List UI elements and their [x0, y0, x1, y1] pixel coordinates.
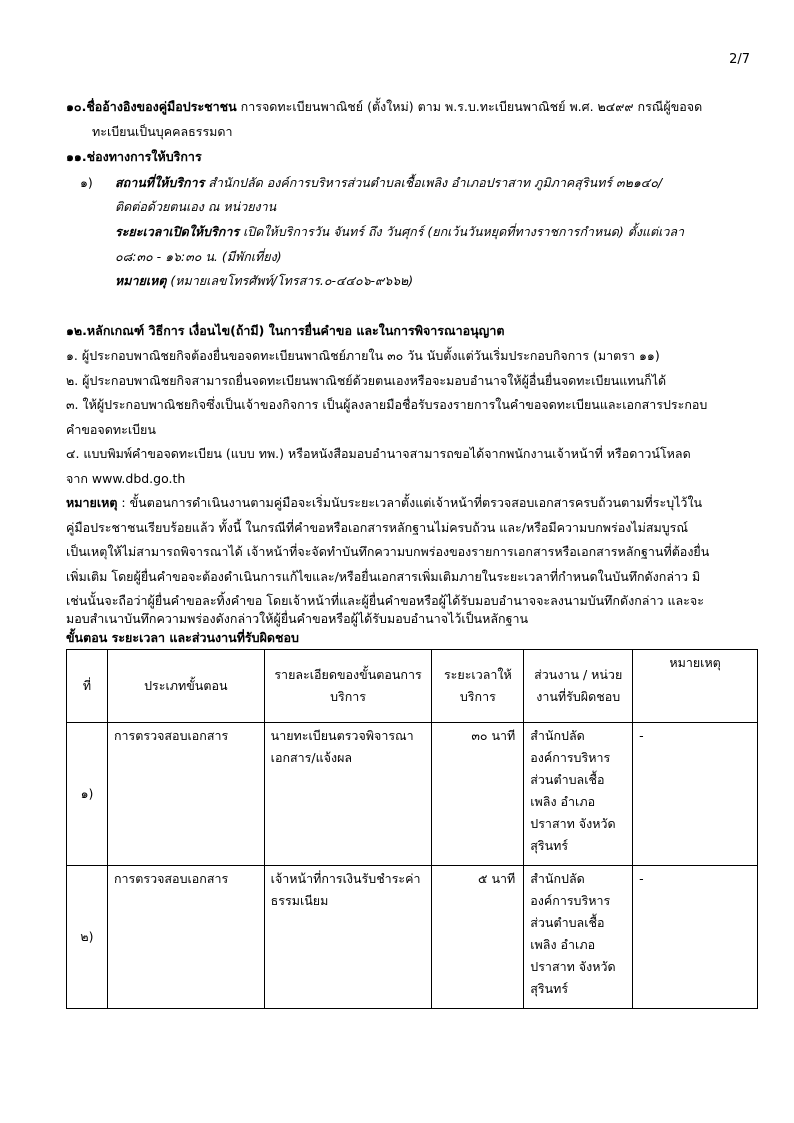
section-10-line-2: ทะเบียนเป็นบุคคลธรรมดา — [92, 124, 233, 139]
service-note-label: หมายเหตุ — [115, 273, 167, 288]
cell-duration: ๕ นาที — [432, 866, 524, 1009]
steps-table — [66, 649, 758, 1009]
cell-duration: ๓๐ นาที — [432, 723, 524, 866]
section-11-item-number: ๑) — [80, 175, 93, 190]
criteria-line: ๒. ผู้ประกอบพาณิชยกิจสามารถยื่นจดทะเบียนพาณิชย์ด้วยตนเองหรือจะมอบอำนาจให้ผู้อื่นยื่นจดทะเบียนแทนก็ได้ — [66, 373, 667, 388]
service-time-label: ระยะเวลาเปิดให้บริการ — [115, 224, 240, 239]
cell-step-type: การตรวจสอบเอกสาร — [107, 723, 264, 866]
criteria-line: ๔. แบบพิมพ์คำขอจดทะเบียน (แบบ ทพ.) หรือหนังสือมอบอำนาจสามารถขอได้จากพนักงานเจ้าหน้าที่ หรือดาวน์โหลด — [66, 446, 691, 461]
service-time-line-1 — [115, 221, 684, 243]
service-place-label: สถานที่ให้บริการ — [115, 175, 205, 190]
service-time-text: เปิดให้บริการวัน จันทร์ ถึง วันศุกร์ (ยกเว้นวันหยุดที่ทางราชการกำหนด) ตั้งแต่เวลา — [239, 224, 685, 239]
service-place-text: สำนักปลัด องค์การบริหารส่วนตำบลเชื้อเพลิง อำเภอปราสาท ภูมิภาคสุรินทร์ ๓๒๑๔๐/ — [204, 175, 663, 190]
section-10-text: การจดทะเบียนพาณิชย์ (ตั้งใหม่) ตาม พ.ร.บ.ทะเบียนพาณิชย์ พ.ศ. ๒๔๙๙ กรณีผู้ขอจด — [236, 99, 703, 114]
service-note-text: (หมายเลขโทรศัพท์/โทรสาร.๐-๔๔๐๖-๙๖๖๒) — [166, 273, 414, 288]
remark-line: เป็นเหตุให้ไม่สามารถพิจารณาได้ เจ้าหน้าที่จะจัดทำบันทึกความบกพร่องของรายการเอกสารหรือเอกสารหลักฐานที่ต้องยื่น — [66, 544, 710, 559]
service-time-line-2: ๐๘:๓๐ - ๑๖:๓๐ น. (มีพักเที่ยง) — [115, 249, 282, 264]
service-note — [115, 270, 413, 292]
cell-responsible-unit: สำนักปลัด องค์การบริหารส่วนตำบลเชื้อเพลิง อำเภอปราสาท จังหวัดสุรินทร์ — [524, 866, 633, 1009]
table-row — [67, 866, 758, 1009]
cell-note: - — [633, 866, 758, 1009]
header-no: ที่ — [67, 650, 108, 723]
remark-line: เพิ่มเติม โดยผู้ยื่นคำขอจะต้องดำเนินการแก้ไขและ/หรือยื่นเอกสารเพิ่มเติมภายในระยะเวลาที่กำหนดในบันทึกดังกล่าว มิ — [66, 569, 701, 584]
cell-step-detail: นายทะเบียนตรวจพิจารณาเอกสาร/แจ้งผล — [264, 723, 432, 866]
service-place-line-1 — [115, 172, 662, 194]
header-step-detail: รายละเอียดของขั้นตอนการบริการ — [264, 650, 432, 723]
table-header-row — [67, 650, 758, 723]
criteria-line: จาก www.dbd.go.th — [66, 471, 186, 486]
steps-heading: ขั้นตอน ระยะเวลา และส่วนงานที่รับผิดชอบ — [66, 630, 299, 645]
table-row — [67, 723, 758, 866]
remark-line — [66, 492, 702, 514]
service-place-line-2: ติดต่อด้วยตนเอง ณ หน่วยงาน — [115, 199, 277, 214]
remark-label: หมายเหตุ — [66, 495, 118, 510]
criteria-line: คำขอจดทะเบียน — [66, 422, 156, 437]
remark-text: : ขั้นตอนการดำเนินงานตามคู่มือจะเริ่มนับระยะเวลาตั้งแต่เจ้าหน้าที่ตรวจสอบเอกสารครบถ้วนตามที่ระบุไว้ใน — [117, 495, 703, 510]
remark-line: คู่มือประชาชนเรียบร้อยแล้ว ทั้งนี้ ในกรณีที่คำขอหรือเอกสารหลักฐานไม่ครบถ้วน และ/หรือมีความบกพร่องไม่สมบูรณ์ — [66, 520, 688, 535]
section-10-label: ๑๐.ชื่ออ้างอิงของคู่มือประชาชน — [66, 99, 237, 114]
header-step-type: ประเภทขั้นตอน — [107, 650, 264, 723]
remark-line: เช่นนั้นจะถือว่าผู้ยื่นคำขอละทิ้งคำขอ โดยเจ้าหน้าที่และผู้ยื่นคำขอหรือผู้ได้รับมอบอำนาจจะลงนามบันทึกดังกล่าว และจะ — [66, 593, 704, 608]
header-responsible-unit: ส่วนงาน / หน่วยงานที่รับผิดชอบ — [524, 650, 633, 723]
cell-step-type: การตรวจสอบเอกสาร — [107, 866, 264, 1009]
header-note: หมายเหตุ — [633, 650, 758, 723]
section-11-label: ๑๑.ช่องทางการให้บริการ — [66, 149, 202, 164]
cell-no: ๑) — [67, 723, 108, 866]
header-duration: ระยะเวลาให้บริการ — [432, 650, 524, 723]
criteria-line: ๑. ผู้ประกอบพาณิชยกิจต้องยื่นขอจดทะเบียนพาณิชย์ภายใน ๓๐ วัน นับตั้งแต่วันเริ่มประกอบกิจการ (มาตรา ๑๑) — [66, 348, 660, 363]
cell-responsible-unit: สำนักปลัด องค์การบริหารส่วนตำบลเชื้อเพลิง อำเภอปราสาท จังหวัดสุรินทร์ — [524, 723, 633, 866]
cell-note: - — [633, 723, 758, 866]
cell-step-detail: เจ้าหน้าที่การเงินรับชำระค่าธรรมเนียม — [264, 866, 432, 1009]
section-10-line-1 — [66, 96, 702, 118]
criteria-line: ๓. ให้ผู้ประกอบพาณิชยกิจซึ่งเป็นเจ้าของกิจการ เป็นผู้ลงลายมือชื่อรับรองรายการในคำขอจดทะเบียนและเอกสารประกอบ — [66, 397, 708, 412]
section-12-label: ๑๒.หลักเกณฑ์ วิธีการ เงื่อนไข(ถ้ามี) ในการยื่นคำขอ และในการพิจารณาอนุญาต — [66, 323, 505, 338]
cell-no: ๒) — [67, 866, 108, 1009]
page-number: 2/7 — [729, 52, 750, 67]
remark-line: มอบสำเนาบันทึกความพร่องดังกล่าวให้ผู้ยื่นคำขอหรือผู้ได้รับมอบอำนาจไว้เป็นหลักฐาน — [66, 611, 529, 626]
